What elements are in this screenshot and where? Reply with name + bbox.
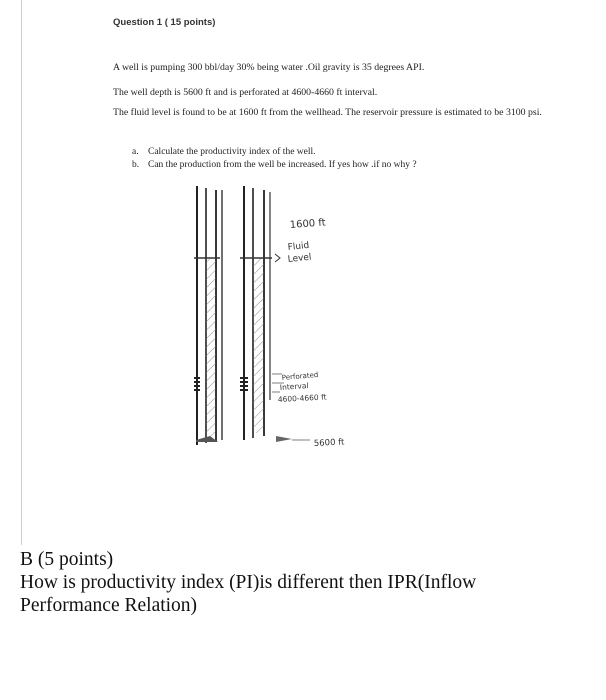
problem-statement-flow: A well is pumping 300 bbl/day 30% being water .Oil gravity is 35 degrees API. bbox=[113, 62, 425, 73]
label-perforated: Perforated bbox=[281, 370, 319, 382]
label-fluid: Fluid bbox=[287, 240, 310, 253]
sub-question-a bbox=[132, 147, 316, 157]
wellbore-sketch bbox=[180, 178, 380, 458]
sub-question-b bbox=[132, 160, 417, 170]
label-level: Level bbox=[287, 252, 312, 265]
part-b-line-1: How is productivity index (PI)is different then IPR(Inflow bbox=[20, 572, 477, 593]
label-depth-1600: 1600 ft bbox=[289, 217, 327, 231]
part-b-heading: B (5 points) bbox=[20, 549, 114, 570]
problem-statement-fluid-level: The fluid level is found to be at 1600 ft from the wellhead. The reservoir pressure is estimated to be 3100 psi. bbox=[113, 107, 542, 118]
problem-statement-depth: The well depth is 5600 ft and is perforated at 4600-4660 ft interval. bbox=[113, 87, 378, 98]
left-casing-lines bbox=[194, 186, 222, 445]
sub-question-b-text: Can the production from the well be increased. If yes how .if no why ? bbox=[148, 160, 417, 170]
label-total-depth: 5600 ft bbox=[313, 437, 345, 449]
page-edge-line bbox=[21, 0, 22, 545]
sub-question-a-text: Calculate the productivity index of the well. bbox=[148, 147, 316, 157]
question-title: Question 1 ( 15 points) bbox=[113, 17, 216, 28]
part-b-line-2: Performance Relation) bbox=[20, 595, 198, 616]
part-b-question bbox=[20, 548, 590, 617]
label-perf-range: 4600-4660 ft bbox=[277, 392, 327, 404]
sub-question-b-marker: b. bbox=[132, 160, 140, 170]
sub-question-a-marker: a. bbox=[132, 147, 139, 157]
label-interval: Interval bbox=[279, 381, 309, 392]
